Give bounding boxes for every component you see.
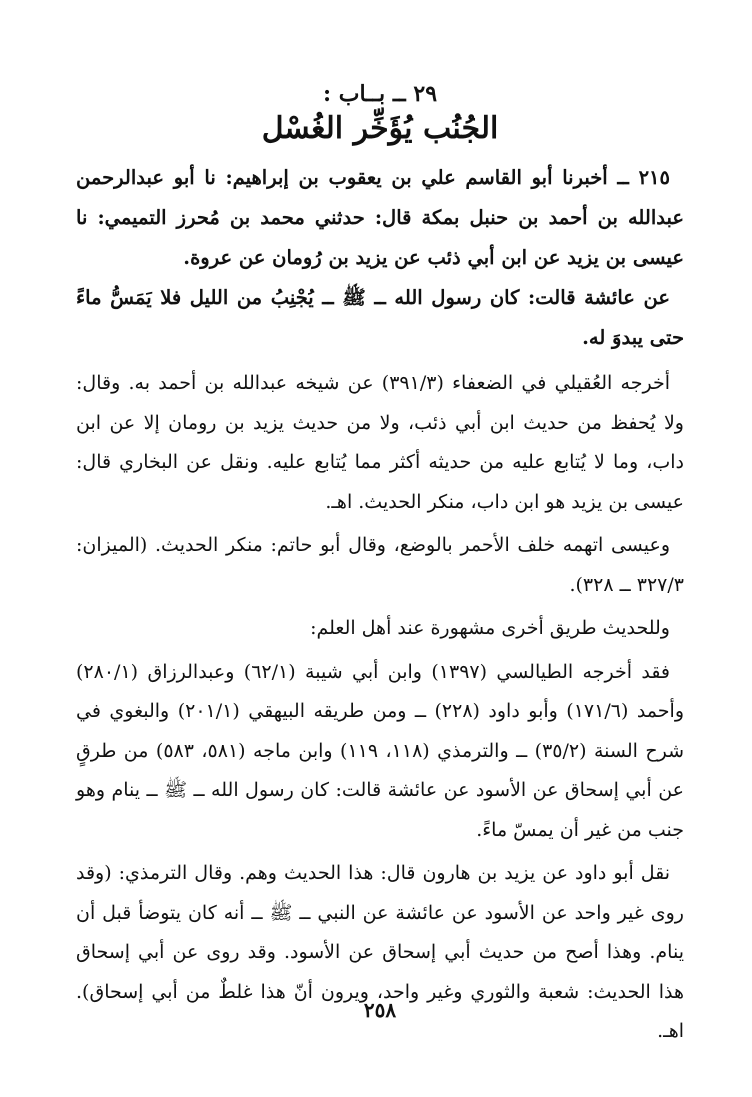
page-number: ٢٥٨	[363, 998, 397, 1022]
hadith-isnad: ٢١٥ ــ أخبرنا أبو القاسم علي بن يعقوب بن إبراهيم: نا أبو عبدالرحمن عبدالله بن أحمد بن حنبل بمكة قال: حدثني محمد بن مُحرز التميمي: نا عيسى بن يزيد عن ابن أبي ذئب عن يزيد بن رُومان عن عروة.	[76, 166, 684, 269]
chapter-title: الجُنُب يُؤَخِّر الغُسْل	[261, 111, 499, 146]
commentary-paragraph: وللحديث طريق أخرى مشهورة عند أهل العلم:	[310, 617, 670, 639]
commentary-paragraph: فقد أخرجه الطيالسي (١٣٩٧) وابن أبي شيبة (٦٢/١) وعبدالرزاق (٢٨٠/١) وأحمد (١٧١/٦) وأبو داود (٢٢٨) ــ ومن طريقه البيهقي (٢٠١/١) والبغوي في شرح السنة (٣٥/٢) ــ والترمذي (١١٨، ١١٩) وابن ماجه (٥٨١، ٥٨٣) من طرقٍ عن أبي إسحاق عن الأسود عن عائشة قالت: كان رسول الله ــ ﷺ ــ ينام وهو جنب من غير أن يمسّ ماءً.	[76, 660, 685, 841]
hadith-text	[76, 158, 684, 358]
hadith-matn: عن عائشة قالت: كان رسول الله ــ ﷺ ــ يُجْنِبُ من الليل فلا يَمَسُّ ماءً حتى يبدوَ له.	[76, 286, 684, 349]
chapter-number: ٢٩ ــ بــاب :	[322, 81, 438, 107]
commentary-paragraph: أخرجه العُقيلي في الضعفاء (٣٩١/٣) عن شيخه عبدالله بن أحمد به. وقال: ولا يُحفظ من حديث ابن أبي ذئب، ولا من حديث يزيد بن رومان إلا عن ابن داب، وما لا يُتابع عليه من حديثه أكثر مما يُتابع عليه. ونقل عن البخاري قال: عيسى بن يزيد هو ابن داب، منكر الحديث. اهـ.	[76, 372, 684, 513]
commentary-text	[76, 364, 684, 1052]
book-page	[76, 80, 684, 1040]
commentary-paragraph: نقل أبو داود عن يزيد بن هارون قال: هذا الحديث وهم. وقال الترمذي: (وقد روى غير واحد عن الأسود عن عائشة عن النبي ــ ﷺ ــ أنه كان يتوضأ قبل أن ينام. وهذا أصح من حديث أبي إسحاق عن الأسود. وقد روى عن أبي إسحاق هذا الحديث: شعبة والثوري وغير واحد، ويرون أنّ هذا غلطٌ من أبي إسحاق). اهـ.	[76, 862, 684, 1042]
commentary-paragraph: وعيسى اتهمه خلف الأحمر بالوضع، وقال أبو حاتم: منكر الحديث. (الميزان: ٣٢٧/٣ ــ ٣٢٨).	[76, 534, 684, 596]
